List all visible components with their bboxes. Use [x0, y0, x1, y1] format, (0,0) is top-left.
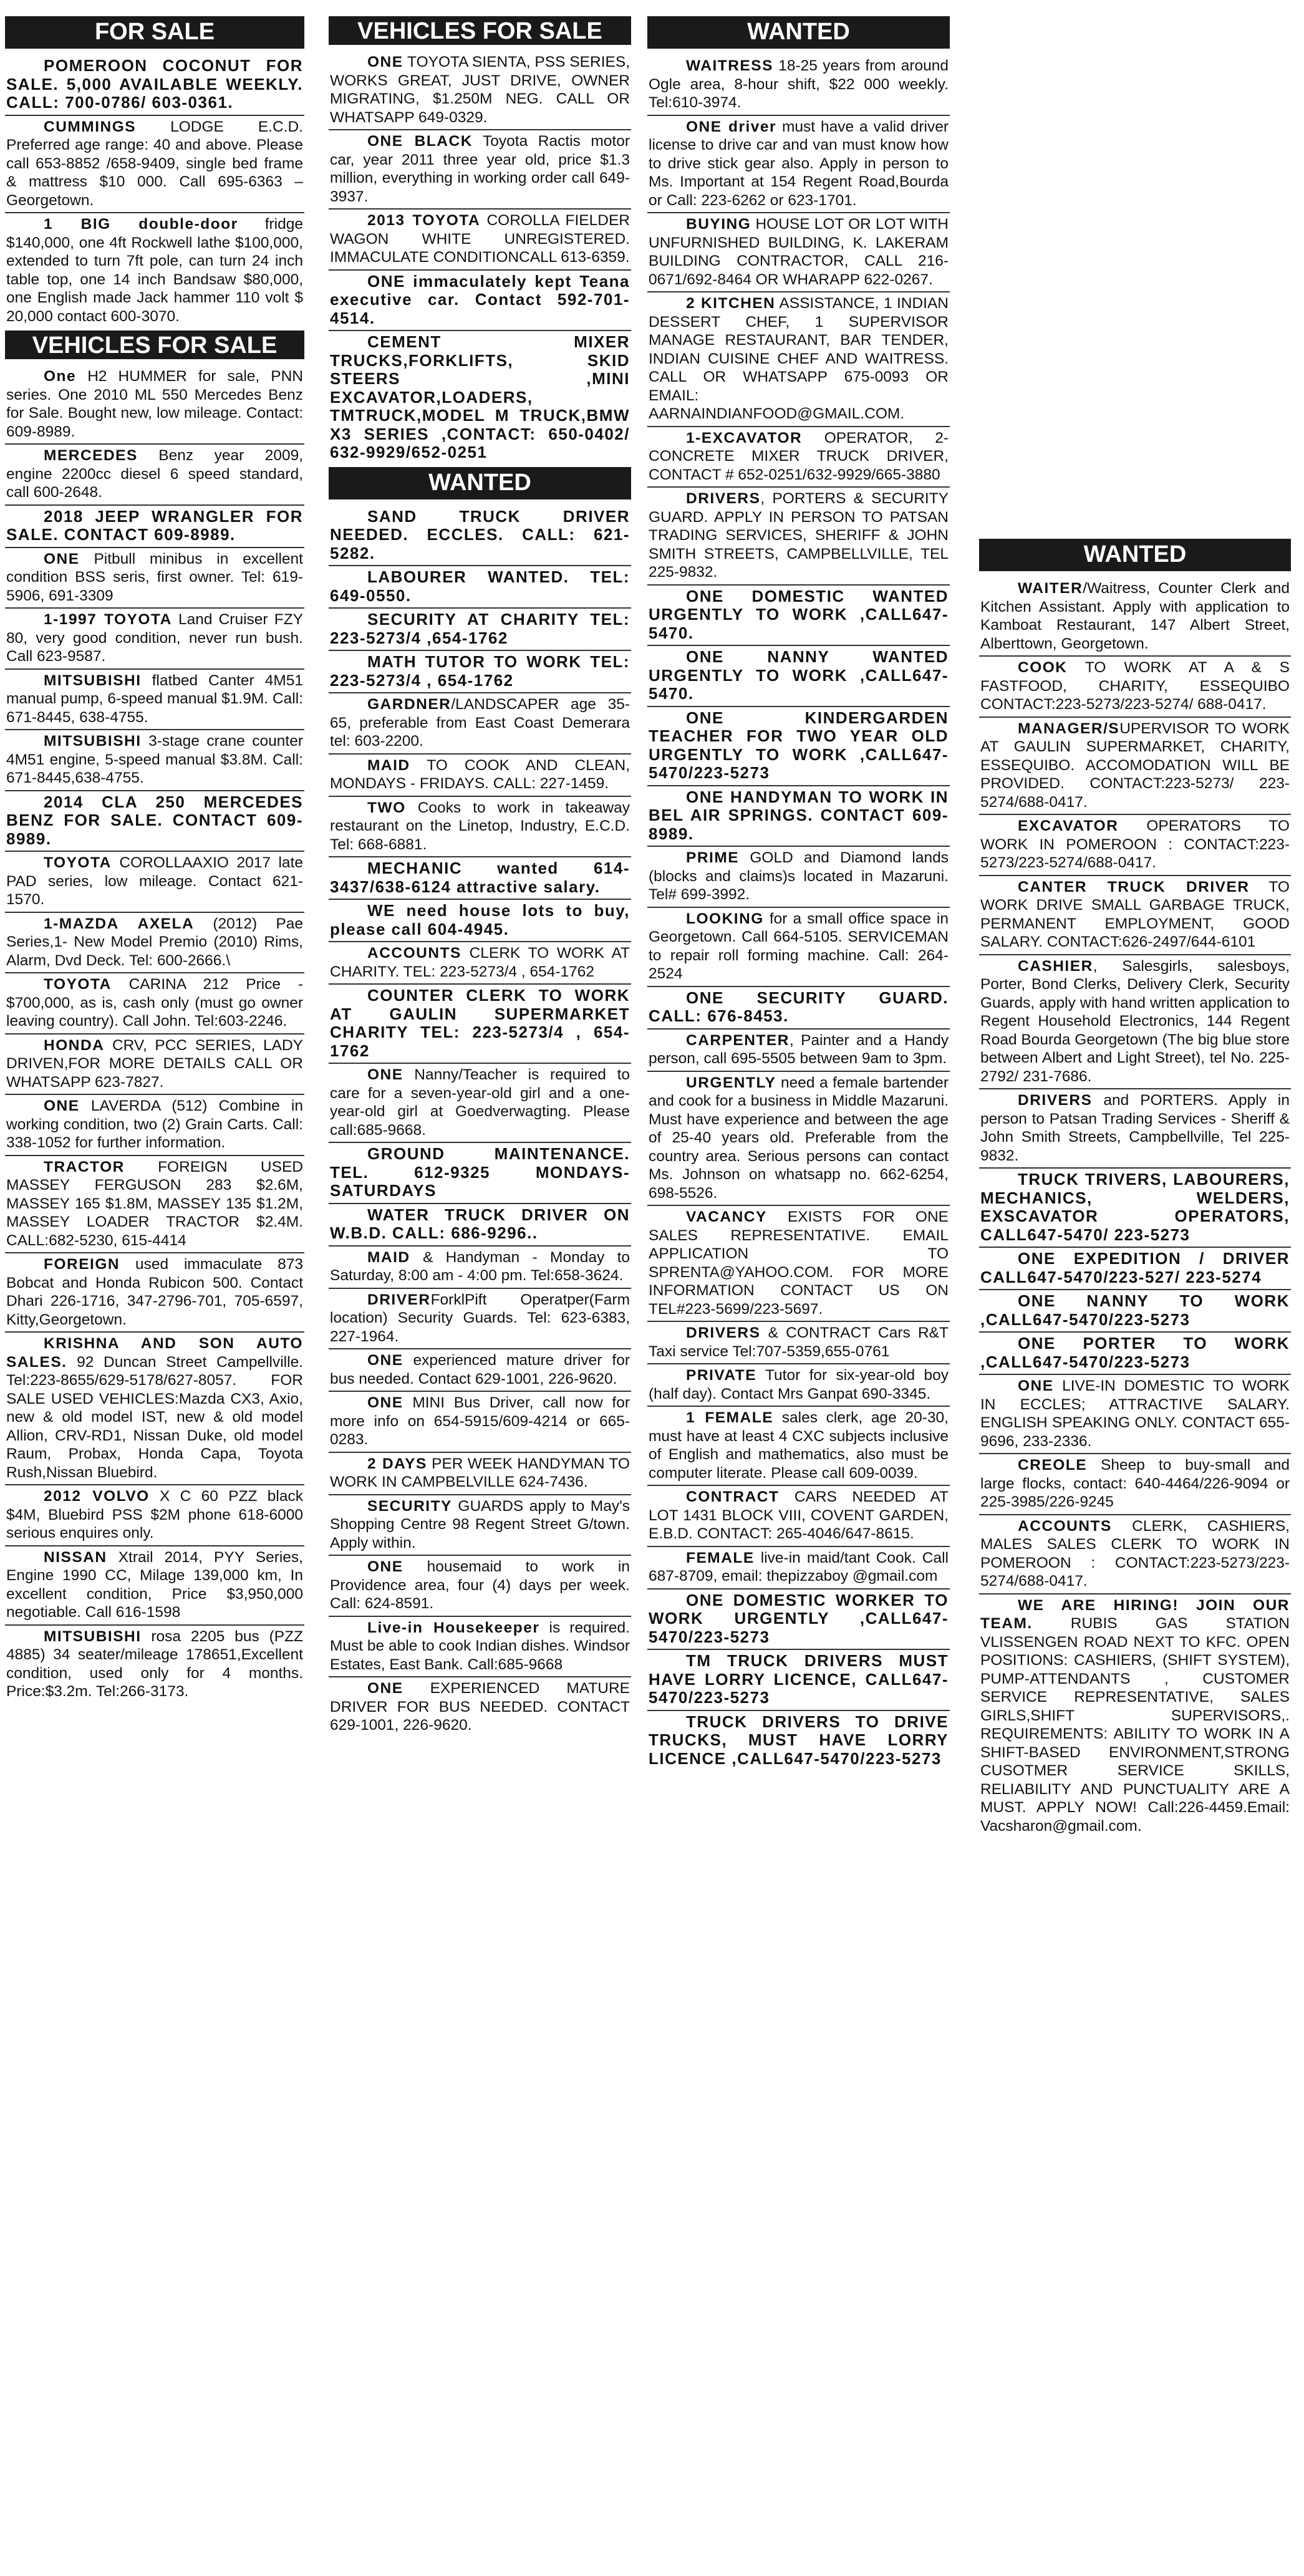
ad-lead: POMEROON COCONUT FOR SALE. 5,000 AVAILABLE WEEKLY. CALL: 700-0786/ 603-0361. — [6, 56, 303, 112]
classified-ad — [979, 1515, 1291, 1594]
ad-body: CARS NEEDED AT LOT 1431 BLOCK VIII, COVENT GARDEN, E.B.D. CONTACT: 265-4046/647-8615. — [649, 1488, 949, 1542]
classified-ad — [329, 1064, 631, 1143]
ad-body: is required. Must be able to cook Indian dishes. Windsor Estates, East Bank. Call:685-9668 — [330, 1619, 630, 1673]
ad-lead: MITSUBISHI — [44, 672, 142, 689]
ad-lead: CREOLE — [1018, 1457, 1088, 1474]
ad-body: Cooks to work in takeaway restaurant on the Linetop, Industry, E.C.D. Tel: 668-6881. — [330, 799, 630, 853]
ad-body: & Handyman - Monday to Saturday, 8:00 am - 4:00 pm. Tel:658-3624. — [330, 1248, 630, 1284]
ad-lead: ONE KINDERGARDEN TEACHER FOR TWO YEAR OLD URGENTLY TO WORK ,CALL647-5470/223-5273 — [649, 708, 949, 782]
ad-lead: ONE — [44, 550, 80, 567]
ad-body: /Waitress, Counter Clerk and Kitchen Assistant. Apply with application to Kamboat Restaurant, 147 Albert Street, Alberttown, Georgetown. — [980, 580, 1290, 652]
ad-lead: 2012 VOLVO — [44, 1488, 150, 1505]
ad-body: for a small office space in Georgetown. Call 664-5105. SERVICEMAN to repair roll forming machine. Call: 264-2524 — [649, 910, 949, 982]
classified-ad — [647, 1486, 950, 1547]
column-1 — [5, 14, 304, 1704]
classified-ad — [329, 900, 631, 942]
ad-lead: MAID — [367, 756, 410, 774]
ad-body: used immaculate 873 Bobcat and Honda Rubicon 500. Contact Dhari 226-1716, 347-2796-701, 705-6597, Kitty,Georgetown. — [6, 1256, 303, 1328]
classified-ad — [5, 1035, 304, 1096]
ad-lead: BUYING — [686, 216, 751, 233]
classified-ad — [5, 1156, 304, 1254]
ad-body: GUARDS apply to May's Shopping Centre 98 Regent Street G/town. Apply within. — [330, 1497, 630, 1551]
classified-ad — [329, 1556, 631, 1617]
classified-ad — [5, 1253, 304, 1333]
ad-body: & CONTRACT Cars R&T Taxi service Tel:707-5359,655-0761 — [649, 1324, 949, 1360]
ad-body: LIVE-IN DOMESTIC TO WORK IN ECCLES; ATTRACTIVE SALARY. ENGLISH SPEAKING ONLY. CONTACT 655-9696, 233-2336. — [980, 1377, 1290, 1450]
classified-ad — [329, 210, 631, 271]
ad-body: TO WORK DRIVE SMALL GARBAGE TRUCK, PERMANENT EMPLOYMENT, GOOD SALARY. CONTACT:626-2497/644-6101 — [980, 878, 1290, 950]
ad-body: FOREIGN USED MASSEY FERGUSON 283 $2.6M, MASSEY 165 $1.8M, MASSEY 135 $1.2M, MASSEY LOADER TRACTOR $2.4M. CALL:682-5230, 615-4414 — [6, 1158, 303, 1249]
ad-body: EXPERIENCED MATURE DRIVER FOR BUS NEEDED. CONTACT 629-1001, 226-9620. — [330, 1680, 630, 1734]
classified-ad — [329, 1677, 631, 1737]
classified-ad — [5, 365, 304, 445]
ad-body: TO COOK AND CLEAN, MONDAYS - FRIDAYS. CALL: 227-1459. — [330, 756, 630, 792]
ad-lead: MITSUBISHI — [44, 733, 142, 750]
ad-body: X C 60 PZZ black $4M, Bluebird PSS $2M phone 618-6000 serious enquires only. — [6, 1488, 303, 1541]
ad-lead: ONE — [367, 1680, 403, 1697]
ad-body: GOLD and Diamond lands (blocks and claims)s located in Mazaruni. Tel# 699-3992. — [649, 849, 949, 903]
classified-ad — [647, 1711, 950, 1771]
ad-lead: 1-EXCAVATOR — [686, 429, 803, 446]
ad-lead: KRISHNA AND SON AUTO SALES. — [6, 1335, 303, 1371]
classified-ad — [647, 488, 950, 586]
ad-lead: 2013 TOYOTA — [367, 212, 481, 229]
classified-list — [5, 55, 304, 328]
classified-ad — [5, 791, 304, 852]
ad-body: OPERATOR, 2- CONCRETE MIXER TRUCK DRIVER, CONTACT # 652-0251/632-9929/665-3880 — [649, 429, 949, 483]
classified-ad — [329, 271, 631, 332]
ad-body: HOUSE LOT OR LOT WITH UNFURNISHED BUILDING, K. LAKERAM BUILDING CONTRACTOR, CALL 216-0671/692-8464 OR WHARAPP 622-0267. — [649, 216, 949, 288]
ad-body: 18-25 years from around Ogle area, 8-hour shift, $22 000 weekly. Tel:610-3974. — [649, 57, 949, 111]
ad-body: CRV, PCC SERIES, LADY DRIVEN,FOR MORE DETAILS CALL OR WHATSAPP 623-7827. — [6, 1036, 303, 1091]
ad-lead: 2 DAYS — [367, 1455, 427, 1472]
ad-lead: ONE — [44, 1097, 80, 1114]
ad-body: Sheep to buy-small and large flocks, contact: 640-4464/226-9094 or 225-3985/226-9245 — [980, 1457, 1290, 1510]
column-3 — [647, 14, 950, 1770]
classified-ad — [647, 707, 950, 786]
ad-body: Pitbull minibus in excellent condition BSS seris, first owner. Tel: 619-5906, 691-3309 — [6, 550, 303, 604]
classified-ad — [329, 51, 631, 130]
ad-lead: ONE — [1018, 1377, 1054, 1394]
ad-lead: ONE — [367, 1558, 403, 1575]
classified-ad — [979, 1089, 1291, 1169]
classified-ad — [979, 718, 1291, 816]
ad-lead: MATH TUTOR TO WORK TEL: 223-5273/4 , 654-1762 — [330, 652, 630, 690]
ad-body: LAVERDA (512) Combine in working condition, two (2) Grain Carts. Call: 338-1052 for further information. — [6, 1097, 303, 1151]
ad-lead: TWO — [367, 799, 406, 816]
classified-ad — [5, 213, 304, 328]
classified-ad — [647, 55, 950, 116]
ad-lead: Live-in Housekeeper — [367, 1619, 540, 1636]
classified-ad — [979, 577, 1291, 657]
ad-lead: ONE — [367, 54, 403, 70]
classified-ad — [979, 815, 1291, 876]
ad-lead: ONE NANNY WANTED URGENTLY TO WORK ,CALL647-5470. — [649, 647, 949, 703]
ad-lead: ONE SECURITY GUARD. CALL: 676-8453. — [649, 988, 949, 1025]
classified-ad — [5, 1626, 304, 1704]
classified-list — [979, 577, 1291, 1838]
ad-body: Toyota Ractis motor car, year 2011 three year old, price $1.3 million, everything in working order call 649-3937. — [330, 133, 630, 205]
ad-lead: 1-1997 TOYOTA — [44, 611, 172, 628]
classified-ad — [647, 1547, 950, 1589]
ad-lead: ONE EXPEDITION / DRIVER CALL647-5470/223-527/ 223-5274 — [980, 1249, 1290, 1286]
classified-ad — [647, 1030, 950, 1072]
classified-ad — [5, 1546, 304, 1626]
classified-ad — [647, 1206, 950, 1322]
ad-lead: MITSUBISHI — [44, 1628, 142, 1645]
ad-lead: ONE immaculately kept Teana executive car. Contact 592-701-4514. — [330, 271, 630, 327]
classified-ad — [329, 797, 631, 858]
classified-ad — [979, 1454, 1291, 1515]
ad-body: ASSISTANCE, 1 INDIAN DESSERT CHEF, 1 SUPERVISOR MANAGE RESTAURANT, BAR TENDER, INDIAN CUISINE CHEF AND WAITRESS. CALL OR WHATSAPP 675-0093 OR EMAIL: AARNAINDIANFOOD@GMAIL.COM. — [649, 295, 949, 422]
ad-body: need a female bartender and cook for a business in Middle Mazaruni. Must have experience and between the age of 25-40 years old. Preferable from the country area. Serious persons can contact Ms. Johnson on whatsapp no. 662-6254, 698-5526. — [649, 1074, 949, 1202]
ad-lead: GARDNER — [367, 696, 452, 713]
classified-ad — [647, 116, 950, 214]
classified-ad — [979, 1248, 1291, 1290]
classified-ad — [5, 116, 304, 214]
ad-lead: SECURITY — [367, 1497, 452, 1515]
classified-ad — [647, 292, 950, 427]
ad-lead: ONE PORTER TO WORK ,CALL647-5470/223-5273 — [980, 1334, 1290, 1371]
ad-lead: CANTER TRUCK DRIVER — [1018, 878, 1250, 895]
ad-body: UPERVISOR TO WORK AT GAULIN SUPERMARKET, CHARITY, ESSEQUIBO. ACCOMODATION WILL BE PROVIDED. CONTACT:223-5273/ 223-5274/688-0417. — [980, 720, 1290, 811]
ad-lead: WAITER — [1018, 580, 1083, 597]
section-header: WANTED — [979, 539, 1291, 571]
ad-lead: URGENTLY — [686, 1074, 776, 1091]
ad-lead: FOREIGN — [44, 1256, 120, 1273]
classified-ad — [329, 857, 631, 900]
ad-lead: CARPENTER — [686, 1031, 790, 1049]
ad-body: OPERATORS TO WORK IN POMEROON : CONTACT:223-5273/223-5274/688-0417. — [980, 818, 1290, 871]
classified-list — [329, 51, 631, 465]
ad-lead: MECHANIC wanted 614-3437/638-6124 attractive salary. — [330, 859, 630, 896]
classified-ad — [979, 876, 1291, 955]
ad-body: TO WORK AT A & S FASTFOOD, CHARITY, ESSEQUIBO CONTACT:223-5273/223-5274/ 688-0417. — [980, 659, 1290, 713]
ad-body: H2 HUMMER for sale, PNN series. One 2010 ML 550 Mercedes Benz for Sale. Bought new, low mileage. Contact: 609-8989. — [6, 368, 303, 440]
classified-ad — [979, 1594, 1291, 1838]
classified-ad — [5, 1333, 304, 1485]
ad-lead: TOYOTA — [44, 976, 112, 993]
ad-lead: NISSAN — [44, 1548, 107, 1566]
classified-ad — [5, 670, 304, 731]
classified-ad — [5, 1095, 304, 1156]
ad-lead: DRIVER — [367, 1291, 431, 1308]
classified-ad — [329, 331, 631, 465]
classified-ad — [647, 1322, 950, 1364]
ad-body: ForklPift Operatper(Farm location) Security Guards. Tel: 623-6383, 227-1964. — [330, 1291, 630, 1345]
ad-lead: CONTRACT — [686, 1488, 780, 1505]
classified-ad — [5, 913, 304, 974]
section-header: FOR SALE — [5, 16, 304, 49]
ad-lead: MAID — [367, 1248, 410, 1266]
ad-lead: CEMENT MIXER TRUCKS,FORKLIFTS, SKID STEERS ,MINI EXCAVATOR,LOADERS, TMTRUCK,MODEL M TRUCK,BMW X3 SERIES ,CONTACT: 650-0402/ 632-9929/652-0251 — [330, 332, 630, 461]
ad-body: COROLLAAXIO 2017 late PAD series, low mileage. Contact 621-1570. — [6, 854, 303, 908]
column-2 — [329, 14, 631, 1737]
classified-ad — [647, 1364, 950, 1407]
ad-body: sales clerk, age 20-30, must have at least 4 CXC subjects inclusive of English and mathematics, also must be computer literate. Please call 609-0039. — [649, 1409, 949, 1482]
ad-lead: ONE DOMESTIC WANTED URGENTLY TO WORK ,CALL647-5470. — [649, 586, 949, 642]
ad-lead: ACCOUNTS — [1018, 1517, 1112, 1535]
ad-body: and PORTERS. Apply in person to Patsan Trading Services - Sheriff & John Smith Streets, Campbellville, Tel 225-9832. — [980, 1092, 1290, 1164]
classified-ad — [329, 693, 631, 755]
ad-lead: ONE — [367, 1394, 403, 1411]
ad-lead: TRUCK TRIVERS, LABOURERS, MECHANICS, WELDERS, EXSCAVATOR OPERATORS, CALL647-5470/ 223-5273 — [980, 1170, 1290, 1244]
ad-body: rosa 2205 bus (PZZ 4885) 34 seater/mileage 178651,Excellent condition, used only for 4 months. Price:$3.2m. Tel:266-3173. — [6, 1628, 303, 1700]
classified-ad — [329, 1204, 631, 1247]
classified-ad — [647, 1407, 950, 1486]
section-header: WANTED — [329, 467, 631, 499]
classified-ad — [329, 130, 631, 210]
ad-lead: LOOKING — [686, 910, 764, 927]
ad-lead: EXCAVATOR — [1018, 818, 1119, 834]
ad-body: , Painter and a Handy person, call 695-5505 between 9am to 3pm. — [649, 1031, 949, 1067]
ad-body: COROLLA FIELDER WAGON WHITE UNREGISTERED. IMMACULATE CONDITIONCALL 613-6359. — [330, 212, 630, 266]
ad-body: MINI Bus Driver, call now for more info on 654-5915/609-4214 or 665-0283. — [330, 1394, 630, 1448]
ad-body: flatbed Canter 4M51 manual pump, 6-speed manual $1.9M. Call: 671-8445, 638-4755. — [6, 672, 303, 726]
ad-lead: ACCOUNTS — [367, 945, 461, 962]
ad-body: PER WEEK HANDYMAN TO WORK IN CAMPBELVILLE 624-7436. — [330, 1455, 630, 1490]
classified-ad — [647, 1589, 950, 1651]
ad-body: TOYOTA SIENTA, PSS SERIES, WORKS GREAT, JUST DRIVE, OWNER MIGRATING, $1.250M NEG. CALL OR WHATSAPP 649-0329. — [330, 54, 630, 126]
classified-ad — [5, 548, 304, 609]
ad-lead: PRIME — [686, 849, 740, 866]
classified-ad — [5, 445, 304, 506]
ad-body: Land Cruiser FZY 80, very good condition, never run bush. Call 623-9587. — [6, 611, 303, 665]
ad-lead: WATER TRUCK DRIVER ON W.B.D. CALL: 686-9296.. — [330, 1205, 630, 1242]
ad-lead: SAND TRUCK DRIVER NEEDED. ECCLES. CALL: 621-5282. — [330, 506, 630, 562]
ad-body: LODGE E.C.D. Preferred age range: 40 and above. Please call 653-8852 /658-9409, single bed frame & mattress $10 000. Call 695-6363 – Georgetown. — [6, 118, 303, 209]
classified-ad — [5, 730, 304, 791]
classified-ad — [647, 427, 950, 488]
ad-lead: ONE — [367, 1352, 403, 1369]
ad-lead: One — [44, 368, 77, 385]
ad-lead: SECURITY AT CHARITY TEL: 223-5273/4 ,654-1762 — [330, 610, 630, 647]
classified-list — [5, 365, 304, 1704]
classified-ad — [979, 1375, 1291, 1454]
ad-body: CLERK TO WORK AT CHARITY. TEL: 223-5273/4 , 654-1762 — [330, 945, 630, 980]
ad-lead: ONE driver — [686, 118, 777, 135]
ad-body: 92 Duncan Street Campellville. Tel:223-8655/629-5178/627-8057. FOR SALE USED VEHICLES:Mazda CX3, Axio, new & old model IST, new & old model Allion, CRV-RD1, Nissan Duke, old model Raum, Probax, Honda Capa, Toyota Rush,Nissan Bluebird. — [6, 1353, 303, 1481]
ad-body: experienced mature driver for bus needed. Contact 629-1001, 226-9620. — [330, 1352, 630, 1387]
classified-ad — [647, 213, 950, 292]
ad-body: RUBIS GAS STATION VLISSENGEN ROAD NEXT TO KFC. OPEN POSITIONS: CASHIERS, (SHIFT SYSTEM), PUMP-ATTENDANTS , CUSTOMER SERVICE REPRESENTATIVE, SALES GIRLS,SHIFT SUPERVISORS,. REQUIREMENTS: ABILITY TO WORK IN A SHIFT-BASED ENVIRONMENT,STRONG CUSOTMER SERVICE SKILLS, RELIABILITY AND PUNCTUALITY ARE A MUST. APPLY NOW! Call:226-4459.Email: Vacsharon@gmail.com. — [980, 1615, 1290, 1835]
ad-lead: TRUCK DRIVERS TO DRIVE TRUCKS, MUST HAVE LORRY LICENCE ,CALL647-5470/223-5273 — [649, 1712, 949, 1768]
section-header: VEHICLES FOR SALE — [329, 16, 631, 45]
ad-lead: ONE BLACK — [367, 133, 473, 150]
ad-lead: PRIVATE — [686, 1367, 757, 1384]
ad-body: Nanny/Teacher is required to care for a seven-year-old girl and a one-year-old girl at Goedverwagting. Please call:685-9668. — [330, 1066, 630, 1139]
ad-lead: WE ARE HIRING! JOIN OUR TEAM. — [980, 1596, 1290, 1632]
ad-lead: 2018 JEEP WRANGLER FOR SALE. CONTACT 609-8989. — [6, 506, 303, 544]
ad-body: Xtrail 2014, PYY Series, Engine 1990 CC, Milage 139,000 km, In excellent condition, Price $3,950,000 negotiable. Call 616-1598 — [6, 1548, 303, 1621]
ad-lead: 1 FEMALE — [686, 1409, 774, 1426]
ad-lead: LABOURER WANTED. TEL: 649-0550. — [330, 567, 630, 605]
classified-ad — [329, 1392, 631, 1453]
classified-ad — [979, 657, 1291, 718]
ad-lead: TM TRUCK DRIVERS MUST HAVE LORRY LICENCE, CALL647-5470/223-5273 — [649, 1651, 949, 1707]
classified-ad — [5, 973, 304, 1035]
classified-ad — [329, 942, 631, 985]
ad-lead: WE need house lots to buy, please call 604-4945. — [330, 901, 630, 938]
classified-ad — [979, 1169, 1291, 1248]
ad-lead: COUNTER CLERK TO WORK AT GAULIN SUPERMARKET CHARITY TEL: 223-5273/4 , 654-1762 — [330, 986, 630, 1060]
ad-body: , PORTERS & SECURITY GUARD. APPLY IN PERSON TO PATSAN TRADING SERVICES, SHERIFF & JOHN SMITH STREETS, CAMPBELLVILLE, TEL 225-9832. — [649, 490, 949, 581]
ad-lead: DRIVERS — [1018, 1092, 1093, 1109]
ad-lead: ONE HANDYMAN TO WORK IN BEL AIR SPRINGS. CONTACT 609-8989. — [649, 787, 949, 843]
classified-ad — [979, 1290, 1291, 1333]
ad-lead: MANAGER/S — [1018, 720, 1120, 737]
ad-body: fridge $140,000, one 4ft Rockwell lathe $100,000, extended to turn 7ft pole, can turn 24 inch table top, one 14 inch Bandsaw $80,000, one English made Jack hammer 110 volt $ 20,000 contact 600-3070. — [6, 216, 304, 325]
ad-body: live-in maid/tant Cook. Call 687-8709, email: thepizzaboy @gmail.com — [649, 1549, 949, 1585]
ad-lead: MERCEDES — [44, 447, 138, 464]
classified-ad — [329, 1143, 631, 1204]
classified-ad — [5, 1485, 304, 1546]
classified-list — [329, 506, 631, 1737]
classified-ad — [329, 506, 631, 567]
classified-ad — [5, 609, 304, 670]
ad-body: Tutor for six-year-old boy (half day). Contact Mrs Ganpat 690-3345. — [649, 1367, 949, 1402]
classified-ad — [647, 786, 950, 847]
ad-body: CARINA 212 Price - $700,000, as is, cash only (must go owner leaving country). Call John. Tel:603-2246. — [6, 976, 303, 1030]
column-4 — [979, 536, 1291, 1838]
classified-ad — [329, 985, 631, 1064]
classified-ad — [647, 847, 950, 908]
classified-ad — [979, 955, 1291, 1090]
classified-ad — [329, 1495, 631, 1556]
classified-ad — [5, 852, 304, 913]
classified-ad — [329, 1453, 631, 1495]
ad-body: (2012) Pae Series,1- New Model Premio (2010) Rims, Alarm, Dvd Deck. Tel: 600-2666.\ — [6, 915, 304, 969]
ad-lead: 1 BIG double-door — [44, 216, 238, 233]
ad-lead: ONE — [367, 1066, 403, 1083]
ad-lead: HONDA — [44, 1036, 105, 1054]
classified-ad — [329, 1247, 631, 1289]
classified-ad — [329, 1289, 631, 1350]
ad-lead: 2 KITCHEN — [686, 295, 776, 312]
classified-ad — [329, 1349, 631, 1392]
ad-body: CLERK, CASHIERS, MALES SALES CLERK TO WORK IN POMEROON : CONTACT:223-5273/223-5274/688-0417. — [980, 1517, 1290, 1589]
classified-list — [647, 55, 950, 1770]
ad-body: must have a valid driver license to drive car and van must know how to drive stick gear also. Apply in person to Ms. Important at 154 Regent Road,Bourda or Call: 223-6262 or 623-1701. — [649, 118, 949, 209]
ad-body: EXISTS FOR ONE SALES REPRESENTATIVE. EMAIL APPLICATION TO SPRENTA@YAHOO.COM. FOR MORE INFORMATION CONTACT US ON TEL#223-5699/223-5697. — [649, 1208, 949, 1318]
classified-ad — [647, 908, 950, 987]
ad-lead: 2014 CLA 250 MERCEDES BENZ FOR SALE. CONTACT 609-8989. — [6, 792, 303, 848]
ad-lead: ONE DOMESTIC WORKER TO WORK URGENTLY ,CALL647-5470/223-5273 — [649, 1590, 949, 1646]
ad-lead: VACANCY — [686, 1208, 767, 1225]
ad-lead: TOYOTA — [44, 854, 112, 871]
ad-lead: WAITRESS — [686, 57, 773, 74]
ad-lead: DRIVERS — [686, 1324, 761, 1341]
ad-body: Benz year 2009, engine 2200cc diesel 6 speed standard, call 600-2648. — [6, 447, 303, 501]
classified-ad — [647, 987, 950, 1030]
ad-body: housemaid to work in Providence area, four (4) days per week. Call: 624-8591. — [330, 1558, 630, 1612]
ad-lead: ONE NANNY TO WORK ,CALL647-5470/223-5273 — [980, 1291, 1290, 1329]
classified-ad — [647, 1072, 950, 1207]
classified-ad — [329, 566, 631, 609]
classified-ad — [647, 586, 950, 647]
ad-lead: FEMALE — [686, 1549, 755, 1566]
classified-ad — [647, 1650, 950, 1711]
ad-lead: TRACTOR — [44, 1158, 125, 1175]
classified-ad — [5, 506, 304, 548]
section-header: WANTED — [647, 16, 950, 49]
classified-ad — [329, 651, 631, 693]
section-header: VEHICLES FOR SALE — [5, 330, 304, 359]
ad-lead: 1-MAZDA AXELA — [44, 915, 195, 932]
ad-body: , Salesgirls, salesboys, Porter, Bond Clerks, Delivery Clerk, Security Guards, apply with hand written application to Regent Household Electronics, 144 Regent Road Bourda Georgetown (The big blue store between Albert and Light Street), tel No. 225-2792/ 231-7686. — [980, 957, 1290, 1085]
ad-lead: CUMMINGS — [44, 118, 137, 135]
classified-ad — [979, 1333, 1291, 1375]
ad-body: /LANDSCAPER age 35-65, preferable from East Coast Demerara tel: 603-2200. — [330, 696, 630, 750]
classified-ad — [329, 755, 631, 797]
ad-lead: GROUND MAINTENANCE. TEL. 612-9325 MONDAYS-SATURDAYS — [330, 1144, 630, 1200]
ad-lead: COOK — [1018, 659, 1068, 676]
ad-body: 3-stage crane counter 4M51 engine, 5-speed manual $3.8M. Call: 671-8445,638-4755. — [6, 733, 303, 786]
ad-lead: CASHIER — [1018, 957, 1093, 975]
classified-ad — [5, 55, 304, 116]
classified-ad — [329, 609, 631, 651]
classified-ad — [647, 646, 950, 707]
classified-ad — [329, 1617, 631, 1678]
ad-lead: DRIVERS — [686, 490, 761, 507]
